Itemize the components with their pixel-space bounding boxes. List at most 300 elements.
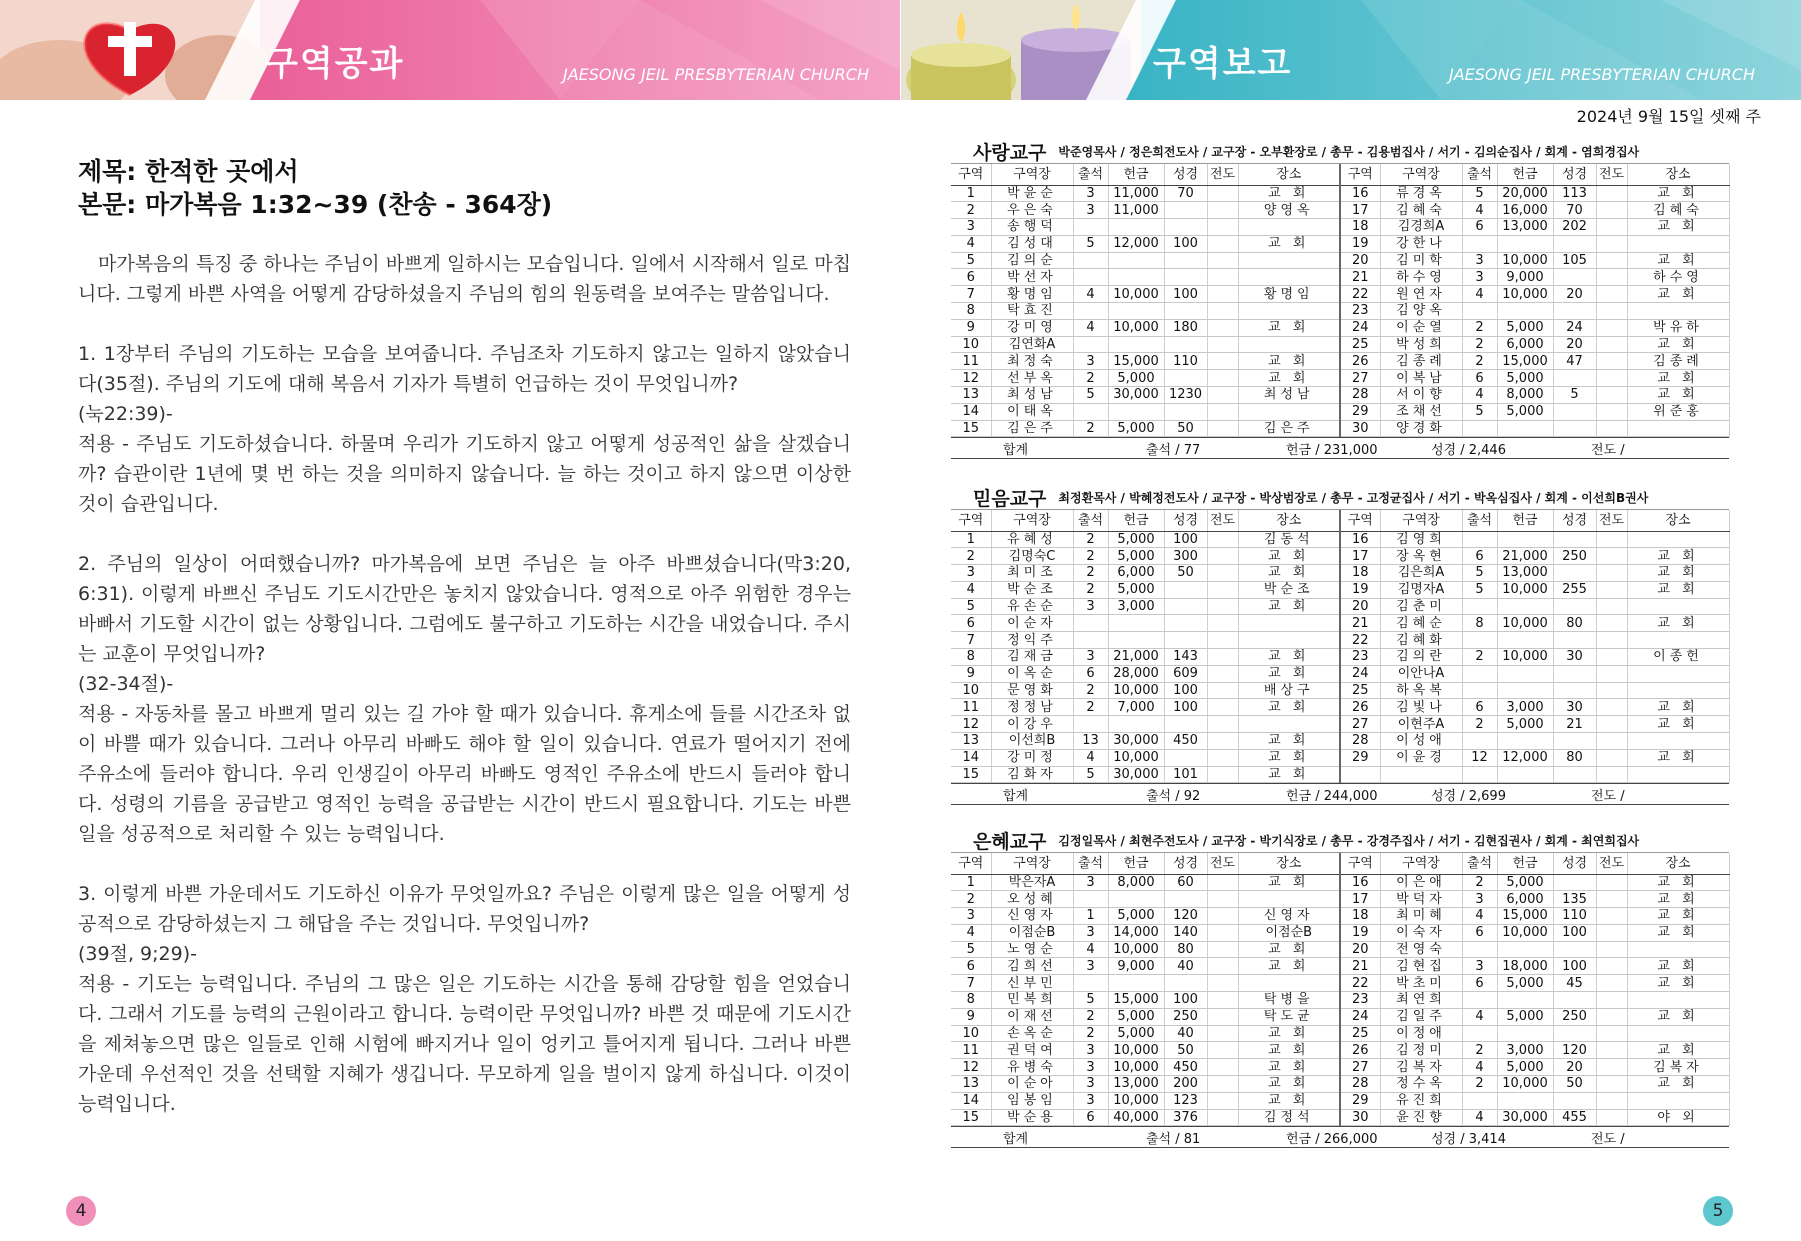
column-header: 헌금 [1497, 510, 1553, 531]
table-cell [1462, 1025, 1497, 1042]
table-cell: 교 회 [1627, 286, 1729, 303]
table-cell [1462, 420, 1497, 437]
table-cell: 10,000 [1497, 924, 1553, 941]
table-cell: 이순열 [1380, 319, 1462, 336]
column-header: 헌금 [1497, 853, 1553, 874]
table-cell: 6,000 [1497, 891, 1553, 908]
table-cell: 이성애 [1380, 733, 1462, 750]
district-staff: 최정환목사 / 박혜정전도사 / 교구장 - 박상범장로 / 총무 - 고정균집사 / 서기 - 박옥심집사 / 회계 - 이선희B권사 [1058, 491, 1649, 505]
table-cell [1207, 891, 1238, 908]
table-cell: 26 [1340, 353, 1380, 370]
table-cell: 24 [1340, 1008, 1380, 1025]
table-cell: 3,000 [1108, 598, 1164, 615]
table-cell: 장옥현 [1380, 548, 1462, 565]
table-cell: 2 [1462, 649, 1497, 666]
table-row [951, 202, 1729, 219]
table-row [951, 975, 1729, 992]
table-cell [1596, 992, 1627, 1009]
table-cell: 15 [951, 766, 991, 783]
table-cell [1207, 303, 1238, 320]
table-cell [1553, 1092, 1596, 1109]
candles-image [901, 0, 1801, 100]
table-cell: 13,000 [1497, 565, 1553, 582]
table-row [951, 353, 1729, 370]
table-cell: 권덕여 [991, 1042, 1073, 1059]
table-cell: 10,000 [1108, 749, 1164, 766]
table-cell [1627, 420, 1729, 437]
table-cell: 10,000 [1497, 252, 1553, 269]
table-cell: 30 [1340, 1109, 1380, 1126]
district-name: 사랑교구 [973, 142, 1047, 164]
table-cell: 유혜성 [991, 531, 1073, 548]
table-cell: 8,000 [1497, 387, 1553, 404]
table-cell [1627, 598, 1729, 615]
table-cell [1108, 269, 1164, 286]
table-cell: 21,000 [1497, 548, 1553, 565]
column-header: 성경 [1553, 164, 1596, 185]
table-cell: 16 [1340, 874, 1380, 891]
table-cell: 19 [1340, 924, 1380, 941]
table-cell: 3 [1073, 202, 1108, 219]
table-cell: 2 [1462, 336, 1497, 353]
paragraph-spacer [78, 309, 851, 339]
table-cell: 10,000 [1108, 682, 1164, 699]
column-header: 전도 [1207, 510, 1238, 531]
table-cell [1073, 403, 1108, 420]
table-cell: 5,000 [1497, 975, 1553, 992]
table-cell [1238, 303, 1340, 320]
table-cell: 47 [1553, 353, 1596, 370]
table-cell: 강미정 [991, 749, 1073, 766]
table-cell: 113 [1553, 185, 1596, 202]
table-cell [1497, 632, 1553, 649]
table-row [951, 749, 1729, 766]
table-cell: 교 회 [1627, 581, 1729, 598]
table-cell [1207, 319, 1238, 336]
table-cell [1462, 303, 1497, 320]
column-header: 구역 [1340, 164, 1380, 185]
table-cell: 40,000 [1108, 1109, 1164, 1126]
table-cell [1497, 420, 1553, 437]
table-cell: 이윤경 [1380, 749, 1462, 766]
table-cell: 교 회 [1238, 319, 1340, 336]
table-cell [1207, 975, 1238, 992]
table-cell: 김혜화 [1380, 632, 1462, 649]
table-cell [1238, 269, 1340, 286]
table-cell: 교 회 [1627, 252, 1729, 269]
table-cell: 교 회 [1238, 1059, 1340, 1076]
lesson-paragraph: 적용 - 자동차를 몰고 바쁘게 멀리 있는 길 가야 할 때가 있습니다. 휴게소에 들를 시간조차 없이 바쁠 때가 있습니다. 그러나 아무리 바빠도 해야 할 일이 있습니다. 연료가 떨어지기 전에 주유소에 들러야 합니다. 우리 인생길이 아무리 바빠도 영적인 주유소에 반드시 들러야 합니다. 성령의 기름을 공급받고 영적인 능력을 공급받는 시간이 반드시 필요합니다. 기도는 바쁜 일을 성공적으로 처리할 수 있는 능력입니다. [78, 703, 851, 845]
table-cell [1627, 941, 1729, 958]
table-cell: 30,000 [1497, 1109, 1553, 1126]
table-cell: 교 회 [1238, 958, 1340, 975]
table-cell [1553, 269, 1596, 286]
table-cell: 황명임 [1238, 286, 1340, 303]
table-row [951, 733, 1729, 750]
table-cell [1553, 303, 1596, 320]
table-cell: 교 회 [1238, 941, 1340, 958]
table-cell: 3 [951, 908, 991, 925]
table-cell: 16 [1340, 531, 1380, 548]
table-row [951, 924, 1729, 941]
table-row [951, 1025, 1729, 1042]
table-cell [1627, 235, 1729, 252]
lesson-paragraph: 적용 - 기도는 능력입니다. 주님의 그 많은 일은 기도하는 시간을 통해 감당할 힘을 얻었습니다. 그래서 기도를 능력의 근원이라고 합니다. 능력이란 무엇입니까? 바쁜 것 때문에 기도시간을 제쳐놓으면 많은 일들로 인해 시험에 빠지거나 일이 엉키고 틀어지게 됩니다. 그러나 바쁜 가운데 우선적인 것을 선택할 지혜가 생깁니다. 무모하게 일을 벌이지 않게 하십니다. 이것이 능력입니다. [78, 973, 851, 1115]
table-cell: 70 [1553, 202, 1596, 219]
table-cell: 교 회 [1627, 1042, 1729, 1059]
table-cell [1553, 420, 1596, 437]
column-header: 헌금 [1497, 164, 1553, 185]
table-cell: 1 [951, 531, 991, 548]
column-header: 성경 [1553, 510, 1596, 531]
table-cell: 교 회 [1627, 615, 1729, 632]
column-header: 성경 [1164, 164, 1207, 185]
table-cell: 3 [1073, 1092, 1108, 1109]
table-cell [1596, 699, 1627, 716]
table-cell [1497, 766, 1553, 783]
table-cell: 250 [1553, 548, 1596, 565]
lesson-title: 제목: 한적한 곳에서 [78, 157, 299, 186]
table-cell [1462, 531, 1497, 548]
table-cell: 5 [1073, 992, 1108, 1009]
table-cell: 30,000 [1108, 387, 1164, 404]
table-cell [1497, 235, 1553, 252]
table-cell: 17 [1340, 548, 1380, 565]
table-cell [1207, 1076, 1238, 1093]
table-cell: 25 [1340, 336, 1380, 353]
table-cell [1596, 353, 1627, 370]
table-cell [1207, 1109, 1238, 1126]
table-cell [1207, 252, 1238, 269]
table-cell [1207, 581, 1238, 598]
table-cell: 2 [1073, 565, 1108, 582]
table-cell: 박은자A [991, 874, 1073, 891]
table-cell: 8 [951, 649, 991, 666]
table-cell: 12 [951, 716, 991, 733]
table-cell [1108, 252, 1164, 269]
table-cell: 4 [1462, 1008, 1497, 1025]
table-cell [1596, 1109, 1627, 1126]
table-cell [1207, 202, 1238, 219]
table-cell: 김복자 [1627, 1059, 1729, 1076]
column-header: 구역 [1340, 853, 1380, 874]
table-cell: 6,000 [1108, 565, 1164, 582]
table-cell [1207, 548, 1238, 565]
table-cell: 최연희 [1380, 992, 1462, 1009]
table-cell [1596, 286, 1627, 303]
table-cell [1164, 615, 1207, 632]
table-cell [1553, 766, 1596, 783]
table-cell: 16 [1340, 185, 1380, 202]
table-row [951, 716, 1729, 733]
table-cell: 101 [1164, 766, 1207, 783]
table-cell: 2 [1462, 874, 1497, 891]
table-cell: 10 [951, 336, 991, 353]
table-cell [1596, 749, 1627, 766]
table-cell: 18 [1340, 219, 1380, 236]
table-cell: 교 회 [1627, 699, 1729, 716]
table-cell: 23 [1340, 649, 1380, 666]
table-cell [1073, 891, 1108, 908]
table-cell: 14,000 [1108, 924, 1164, 941]
table-cell: 황명임 [991, 286, 1073, 303]
totals-ev: 전도 / [1591, 1131, 1625, 1147]
table-cell: 17 [1340, 202, 1380, 219]
table-cell [1627, 303, 1729, 320]
district-block-mideum [951, 486, 1729, 805]
table-cell: 김은주 [1238, 420, 1340, 437]
table-cell [1207, 766, 1238, 783]
table-cell: 29 [1340, 403, 1380, 420]
table-cell: 이태옥 [991, 403, 1073, 420]
table-cell: 김현집 [1380, 958, 1462, 975]
table-cell: 21 [1340, 958, 1380, 975]
table-row [951, 1059, 1729, 1076]
table-cell [1462, 941, 1497, 958]
table-cell [1164, 749, 1207, 766]
table-row [951, 766, 1729, 783]
table-row [951, 370, 1729, 387]
table-cell: 250 [1553, 1008, 1596, 1025]
table-row [951, 992, 1729, 1009]
table-cell: 3 [951, 219, 991, 236]
table-cell: 5 [951, 598, 991, 615]
table-cell [1238, 632, 1340, 649]
table-cell [1207, 1008, 1238, 1025]
table-cell: 27 [1340, 1059, 1380, 1076]
table-cell: 2 [1073, 370, 1108, 387]
column-header: 헌금 [1108, 510, 1164, 531]
table-cell [1462, 598, 1497, 615]
table-cell [1164, 269, 1207, 286]
totals-ev: 전도 / [1591, 788, 1625, 804]
table-cell: 이재선 [991, 1008, 1073, 1025]
table-cell: 서이향 [1380, 387, 1462, 404]
table-cell [1553, 632, 1596, 649]
table-cell: 21 [1553, 716, 1596, 733]
table-cell: 6 [1462, 699, 1497, 716]
table-cell [1164, 581, 1207, 598]
table-cell: 2 [1462, 353, 1497, 370]
column-header: 구역 [1340, 510, 1380, 531]
table-cell: 김동석 [1238, 531, 1340, 548]
table-cell [1596, 252, 1627, 269]
table-row [951, 303, 1729, 320]
table-cell [1553, 733, 1596, 750]
table-cell [1497, 733, 1553, 750]
table-cell: 윤진향 [1380, 1109, 1462, 1126]
table-cell: 이점순B [1238, 924, 1340, 941]
table-row [951, 403, 1729, 420]
column-header: 전도 [1596, 164, 1627, 185]
table-cell: 5,000 [1108, 548, 1164, 565]
table-cell: 14 [951, 1092, 991, 1109]
table-cell [1627, 1025, 1729, 1042]
district-heading [951, 486, 1729, 510]
table-cell [1462, 766, 1497, 783]
table-cell: 13 [951, 1076, 991, 1093]
table-cell [1108, 891, 1164, 908]
table-cell [1207, 403, 1238, 420]
table-cell: 1 [1073, 908, 1108, 925]
column-header: 출석 [1462, 164, 1497, 185]
table-cell [1596, 975, 1627, 992]
table-cell: 교 회 [1238, 1092, 1340, 1109]
table-cell: 탁병을 [1238, 992, 1340, 1009]
table-cell: 교 회 [1627, 387, 1729, 404]
table-cell: 신영자 [991, 908, 1073, 925]
table-cell: 2 [1073, 1008, 1108, 1025]
page-number-left: 4 [66, 1196, 96, 1226]
table-cell: 배상구 [1238, 682, 1340, 699]
table-cell: 3 [1073, 353, 1108, 370]
table-cell [1596, 565, 1627, 582]
table-cell: 교 회 [1627, 891, 1729, 908]
table-cell [1164, 303, 1207, 320]
table-cell [1596, 908, 1627, 925]
table-cell [1238, 336, 1340, 353]
table-cell [1596, 766, 1627, 783]
table-cell [1553, 598, 1596, 615]
table-cell [1207, 649, 1238, 666]
table-cell: 이옥순 [991, 665, 1073, 682]
totals-att: 출석 / 81 [1146, 1131, 1201, 1147]
table-cell [1073, 336, 1108, 353]
table-cell: 12,000 [1108, 235, 1164, 252]
table-row [951, 1042, 1729, 1059]
table-cell: 김희선 [991, 958, 1073, 975]
table-cell: 11 [951, 699, 991, 716]
table-cell: 50 [1164, 1042, 1207, 1059]
table-cell: 탁도균 [1238, 1008, 1340, 1025]
table-cell [1207, 941, 1238, 958]
table-cell [1497, 665, 1553, 682]
table-cell: 4 [951, 581, 991, 598]
table-cell [1627, 992, 1729, 1009]
table-row [951, 336, 1729, 353]
table-cell: 2 [1073, 682, 1108, 699]
table-cell [1553, 565, 1596, 582]
table-cell: 교 회 [1627, 908, 1729, 925]
table-cell: 3 [1073, 1042, 1108, 1059]
table-cell [1596, 185, 1627, 202]
column-header: 장소 [1627, 853, 1729, 874]
table-cell: 2 [951, 891, 991, 908]
table-cell: 15 [951, 420, 991, 437]
table-cell: 120 [1553, 1042, 1596, 1059]
table-cell: 교 회 [1627, 749, 1729, 766]
table-cell: 3 [1073, 598, 1108, 615]
table-cell: 1230 [1164, 387, 1207, 404]
table-cell: 80 [1553, 615, 1596, 632]
table-cell [1108, 975, 1164, 992]
table-cell: 40 [1164, 958, 1207, 975]
table-cell: 24 [1553, 319, 1596, 336]
table-cell [1596, 548, 1627, 565]
district-table [951, 164, 1730, 437]
table-cell [1462, 235, 1497, 252]
totals-att: 출석 / 77 [1146, 442, 1201, 458]
table-cell: 13,000 [1108, 1076, 1164, 1093]
table-cell: 교 회 [1238, 1076, 1340, 1093]
table-cell: 교 회 [1627, 975, 1729, 992]
table-cell: 15,000 [1497, 353, 1553, 370]
table-cell [1596, 874, 1627, 891]
table-cell: 11,000 [1108, 185, 1164, 202]
table-cell [1497, 682, 1553, 699]
table-cell [1207, 370, 1238, 387]
table-cell: 박초미 [1380, 975, 1462, 992]
column-header: 출석 [1073, 853, 1108, 874]
table-cell [1073, 632, 1108, 649]
table-cell: 유병숙 [991, 1059, 1073, 1076]
table-row [951, 1109, 1729, 1126]
column-header: 출석 [1073, 164, 1108, 185]
left-header-title: 구역공과 [265, 44, 405, 84]
right-header-subtitle: JAESONG JEIL PRESBYTERIAN CHURCH [1449, 65, 1755, 84]
table-cell [1627, 766, 1729, 783]
column-header: 전도 [1207, 164, 1238, 185]
table-row [951, 699, 1729, 716]
table-cell: 김명숙C [991, 548, 1073, 565]
table-cell [1164, 632, 1207, 649]
table-cell: 2 [1073, 581, 1108, 598]
table-cell: 4 [1462, 908, 1497, 925]
table-cell: 2 [1073, 420, 1108, 437]
table-cell [1073, 615, 1108, 632]
table-cell [1596, 403, 1627, 420]
table-cell [1238, 403, 1340, 420]
table-cell [1207, 1025, 1238, 1042]
table-cell: 최미혜 [1380, 908, 1462, 925]
table-cell [1207, 269, 1238, 286]
table-cell [1207, 924, 1238, 941]
table-cell: 김종례 [1380, 353, 1462, 370]
table-cell: 박유하 [1627, 319, 1729, 336]
table-cell: 5,000 [1497, 370, 1553, 387]
table-cell [1596, 336, 1627, 353]
district-totals [951, 437, 1729, 459]
table-cell: 야 외 [1627, 1109, 1729, 1126]
table-cell: 교 회 [1627, 219, 1729, 236]
table-cell: 김빛나 [1380, 699, 1462, 716]
table-cell: 김혜순 [1380, 615, 1462, 632]
lesson-paragraphs [78, 249, 851, 1119]
table-row [951, 615, 1729, 632]
table-cell [1596, 303, 1627, 320]
table-cell [1164, 403, 1207, 420]
table-cell: 박성희 [1380, 336, 1462, 353]
district-heading [951, 140, 1729, 164]
right-header-title: 구역보고 [1153, 44, 1293, 84]
table-cell: 신영자 [1238, 908, 1340, 925]
table-cell [1553, 665, 1596, 682]
table-cell: 탁효진 [991, 303, 1073, 320]
table-cell: 정정남 [991, 699, 1073, 716]
table-row [951, 565, 1729, 582]
table-cell [1596, 370, 1627, 387]
totals-bib: 성경 / 3,414 [1431, 1131, 1506, 1147]
table-cell [1207, 531, 1238, 548]
table-cell: 4 [1462, 202, 1497, 219]
table-cell: 9 [951, 665, 991, 682]
table-cell: 유손순 [991, 598, 1073, 615]
table-cell [1207, 565, 1238, 582]
table-cell: 박윤순 [991, 185, 1073, 202]
table-cell: 3 [1073, 1076, 1108, 1093]
district-block-eunhye [951, 829, 1729, 1148]
table-cell [1108, 219, 1164, 236]
